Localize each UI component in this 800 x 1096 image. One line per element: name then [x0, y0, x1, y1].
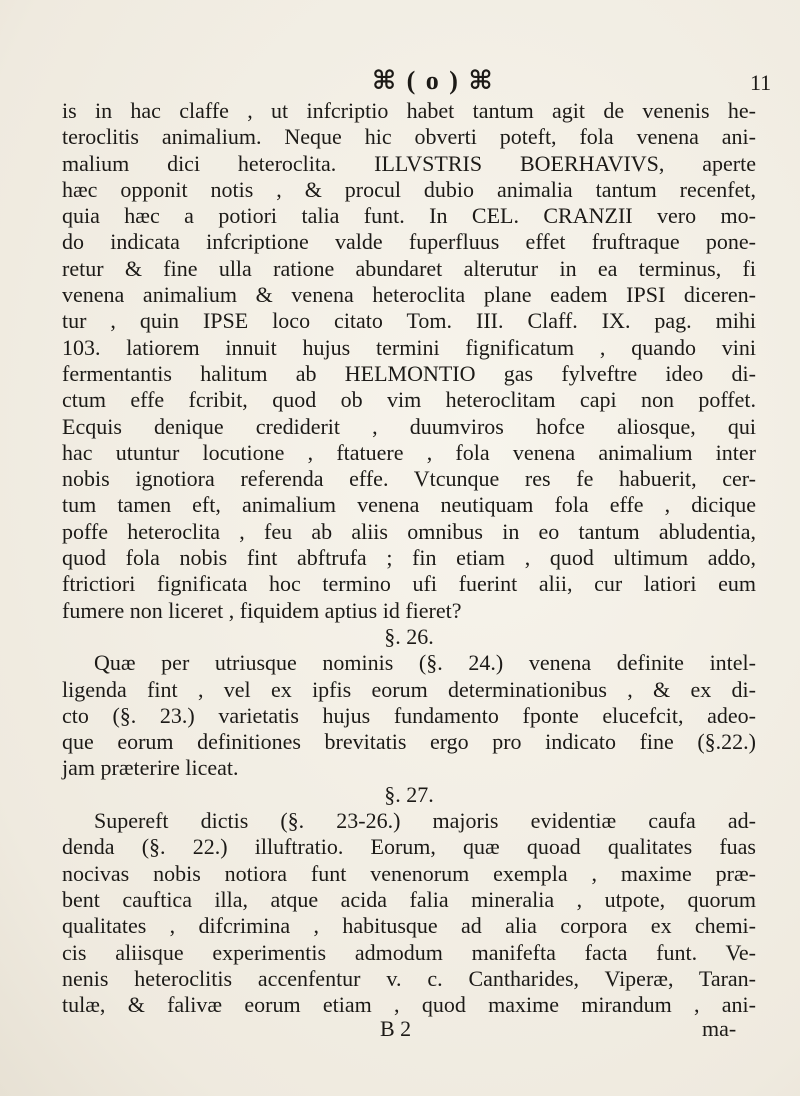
- header-ornament: [372, 66, 495, 96]
- text-line: quod fola nobis fint abftrufa ; fin etiam , quod ultimum addo,: [62, 545, 756, 571]
- text-line: is in hac claffe , ut infcriptio habet tantum agit de venenis he-: [62, 98, 756, 123]
- page-number: 11: [750, 70, 772, 95]
- header-marker: ( o ): [406, 66, 460, 95]
- text-line: denda (§. 22.) illuftratio. Eorum, quæ quoad qualitates fuas: [62, 834, 756, 860]
- text-line: tur , quin IPSE loco citato Tom. III. Claff. IX. pag. mihi: [62, 308, 756, 334]
- text-line: Quæ per utriusque nominis (§. 24.) venena definite intel-: [94, 650, 756, 676]
- text-line: fermentantis halitum ab HELMONTIO gas fylveftre ideo di-: [62, 360, 756, 386]
- text-line: tulæ, & falivæ eorum etiam , quod maxime mirandum , ani-: [62, 992, 756, 1018]
- ornament-left-icon: ⌘: [372, 66, 399, 95]
- text-line: fumere non liceret , fiquidem aptius id fieret?: [62, 597, 462, 623]
- text-line: do indicata infcriptione valde fuperfluus effet fruftraque pone-: [62, 229, 756, 255]
- text-line: venena animalium & venena heteroclita plane eadem IPSI diceren-: [62, 282, 756, 308]
- text-line: bent cauftica illa, atque acida falia mineralia , utpote, quorum: [62, 886, 756, 912]
- page-footer: [0, 1016, 800, 1044]
- text-line: tum tamen eft, animalium venena neutiquam fola effe , dicique: [62, 492, 756, 518]
- text-line: jam præterire liceat.: [62, 755, 239, 781]
- text-line: retur & fine ulla ratione abundaret alterutur in ea terminus, fi: [62, 255, 756, 281]
- text-line: malium dici heteroclita. ILLVSTRIS BOERHAVIVS, aperte: [62, 150, 756, 176]
- ornament-right-icon: ⌘: [468, 66, 495, 95]
- text-line: que eorum definitiones brevitatis ergo pro indicato fine (§.22.): [62, 729, 756, 755]
- text-line: qualitates , difcrimina , habitusque ad alia corpora ex chemi-: [62, 913, 756, 939]
- text-line: ligenda fint , vel ex ipfis eorum determinationibus , & ex di-: [62, 676, 756, 702]
- text-line: Ecquis denique crediderit , duumviros hofce aliosque, qui: [62, 413, 756, 439]
- text-line: cto (§. 23.) varietatis hujus fundamento fponte elucefcit, adeo-: [62, 702, 756, 728]
- text-line: ftrictiori fignificata hoc termino ufi fuerint alii, cur latiori eum: [62, 571, 756, 597]
- text-line: 103. latiorem innuit hujus termini fignificatum , quando vini: [62, 334, 756, 360]
- text-line: ctum effe fcribit, quod ob vim heteroclitam capi non poffet.: [62, 387, 756, 413]
- text-line: hæc opponit notis , & procul dubio animalia tantum recenfet,: [62, 176, 756, 202]
- text-line: Supereft dictis (§. 23-26.) majoris evidentiæ caufa ad-: [94, 808, 756, 834]
- text-line: nenis heteroclitis accenfentur v. c. Cantharides, Viperæ, Taran-: [62, 965, 756, 991]
- text-line: nobis ignotiora referenda effe. Vtcunque res fe habuerit, cer-: [62, 466, 756, 492]
- text-line: poffe heteroclita , feu ab aliis omnibus in eo tantum abludentia,: [62, 518, 756, 544]
- text-line: teroclitis animalium. Neque hic obverti poteft, fola venena ani-: [62, 124, 756, 150]
- body-text: [62, 98, 756, 1018]
- catchword: ma-: [702, 1016, 737, 1041]
- signature-mark: B 2: [380, 1016, 412, 1041]
- text-line: nocivas nobis notiora funt venenorum exempla , maxime præ-: [62, 860, 756, 886]
- text-line: hac utuntur locutione , ftatuere , fola venena animalium inter: [62, 439, 756, 465]
- section-heading-26: §. 26.: [384, 623, 434, 649]
- text-line: quia hæc a potiori talia funt. In CEL. CRANZII vero mo-: [62, 203, 756, 229]
- text-line: cis aliisque experimentis admodum manifefta facta funt. Ve-: [62, 939, 756, 965]
- running-header: [0, 66, 800, 96]
- section-heading-27: §. 27.: [384, 781, 434, 807]
